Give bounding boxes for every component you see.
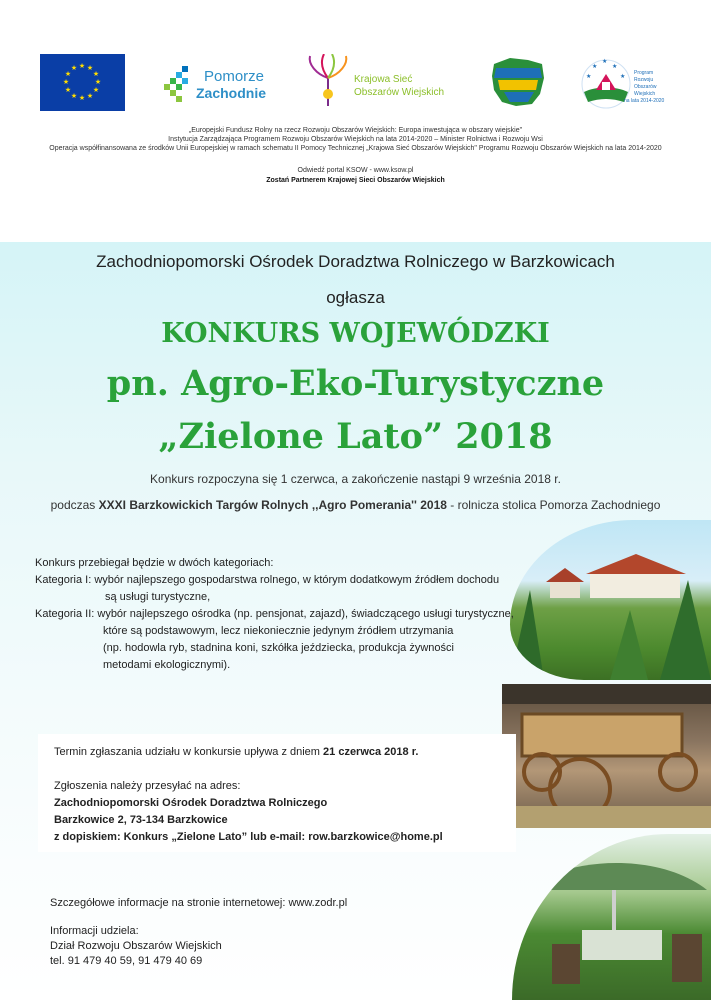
prow-label-5: na lata 2014-2020 <box>624 98 665 104</box>
ksow-label-2: Obszarów Wiejskich <box>354 87 445 98</box>
pomorze-label-1: Pomorze <box>204 68 265 85</box>
svg-text:★: ★ <box>86 93 94 100</box>
svg-text:★: ★ <box>78 63 86 70</box>
prow-emblem-icon <box>582 58 630 108</box>
svg-text:★: ★ <box>586 74 592 80</box>
svg-text:★: ★ <box>64 87 72 94</box>
poland-map-icon <box>492 58 544 106</box>
prow-label-1: Program <box>634 70 654 76</box>
deadline-date: 21 czerwca 2018 r. <box>323 746 419 758</box>
svg-text:★: ★ <box>64 71 72 78</box>
contest-name-line1: pn. Agro-Eko-Turystyczne <box>106 363 605 404</box>
svg-text:★: ★ <box>70 65 78 72</box>
categories-section <box>35 555 535 674</box>
category-2-line1: Kategoria II: wybór najlepszego ośrodka (np. pensjonat, zajazd), świadczącego usługi turystyczne, <box>35 608 514 620</box>
categories-intro: Konkurs przebiegał będzie w dwóch kategoriach: <box>35 557 274 569</box>
category-1-line2: są usługi turystyczne, <box>105 591 211 603</box>
organization-title: Zachodniopomorski Ośrodek Doradztwa Rolniczego w Barzkowicach <box>96 252 615 271</box>
prow-label-2: Rozwoju <box>634 77 654 83</box>
ksow-logo <box>302 54 462 110</box>
svg-text:★: ★ <box>92 87 100 94</box>
svg-text:★: ★ <box>612 64 618 70</box>
ksow-wheat-icon <box>310 54 347 106</box>
svg-text:★: ★ <box>602 59 608 65</box>
category-2-line2: które są podstawowym, lecz niekoniecznie jedynym źródłem utrzymania <box>103 625 454 637</box>
svg-text:★: ★ <box>86 65 94 72</box>
announces-text: ogłasza <box>326 288 385 307</box>
contest-name-line2: „Zielone Lato” 2018 <box>158 416 553 457</box>
during-event: XXXI Barzkowickich Targów Rolnych ,,Agro Pomerania'' 2018 <box>98 498 447 512</box>
poland-map-logo <box>488 54 548 110</box>
during-event-line <box>0 498 711 512</box>
category-1-line1: Kategoria I: wybór najlepszego gospodarstwa rolnego, w którym dodatkowym źródłem dochodu <box>35 574 500 586</box>
phone: tel. 91 479 40 59, 91 479 40 69 <box>50 955 203 967</box>
svg-text:★: ★ <box>592 64 598 70</box>
prow-logo <box>578 52 688 114</box>
eu-flag-icon <box>40 54 125 111</box>
send-to-line: Zgłoszenia należy przesyłać na adres: <box>54 780 241 792</box>
pomorze-pixel-icon <box>164 66 188 102</box>
department: Dział Rozwoju Obszarów Wiejskich <box>50 940 222 952</box>
ksow-label-1: Krajowa Sieć <box>354 74 413 85</box>
portal-line: Odwiedź portal KSOW - www.ksow.pl <box>297 167 414 174</box>
svg-text:★: ★ <box>62 79 70 86</box>
fund-line: „Europejski Fundusz Rolny na rzecz Rozwoju Obszarów Wiejskich: Europa inwestująca w obszary wiejskie" <box>188 127 523 134</box>
wooden-cart-photo <box>502 684 711 828</box>
info-label: Informacji udziela: <box>50 925 139 937</box>
during-prefix: podczas <box>50 498 96 512</box>
prow-label-4: Wiejskich <box>634 91 656 97</box>
address-note: z dopiskiem: Konkurs „Zielone Lato” lub e-mail: row.barzkowice@home.pl <box>54 831 443 843</box>
address-name: Zachodniopomorski Ośrodek Doradztwa Rolniczego <box>54 797 328 809</box>
during-suffix: - rolnicza stolica Pomorza Zachodniego <box>450 498 661 512</box>
svg-text:★: ★ <box>70 93 78 100</box>
prow-label-3: Obszarów <box>634 84 657 90</box>
details-line: Szczegółowe informacje na stronie internetowej: www.zodr.pl <box>50 897 348 909</box>
category-2-line4: metodami ekologicznymi). <box>103 659 231 671</box>
svg-text:★: ★ <box>78 95 86 102</box>
svg-text:★: ★ <box>92 71 100 78</box>
deadline-line <box>54 746 418 758</box>
deadline-prefix: Termin zgłaszania udziału w konkursie upływa z dniem <box>54 746 320 758</box>
svg-text:★: ★ <box>94 79 102 86</box>
svg-text:★: ★ <box>620 74 626 80</box>
institution-line: Instytucja Zarządzająca Programem Rozwoju Obszarów Wiejskich na lata 2014-2020 – Minister Rolnictwa i Rozwoju Wsi <box>168 136 543 143</box>
logo-bar <box>0 50 711 116</box>
category-2-line3: (np. hodowla ryb, stadnina koni, szkółka jeździecka, produkcja żywności <box>103 642 454 654</box>
partner-line: Zostań Partnerem Krajowej Sieci Obszarów Wiejskich <box>266 177 445 184</box>
pomorze-label-2: Zachodnie <box>196 85 267 101</box>
address-street: Barzkowice 2, 73-134 Barzkowice <box>54 814 228 826</box>
contest-dates: Konkurs rozpoczyna się 1 czerwca, a zakończenie nastąpi 9 września 2018 r. <box>150 472 561 486</box>
pomorze-zachodnie-logo <box>160 58 270 106</box>
submission-box <box>38 734 516 852</box>
contest-title: KONKURS WOJEWÓDZKI <box>161 318 550 349</box>
cofinanced-line: Operacja współfinansowana ze środków Unii Europejskiej w ramach schematu II Pomocy Technicznej „Krajowa Sieć Obszarów Wiejskich" Programu Rozwoju Obszarów Wiejskich na lata 2014-2020 <box>49 145 662 152</box>
